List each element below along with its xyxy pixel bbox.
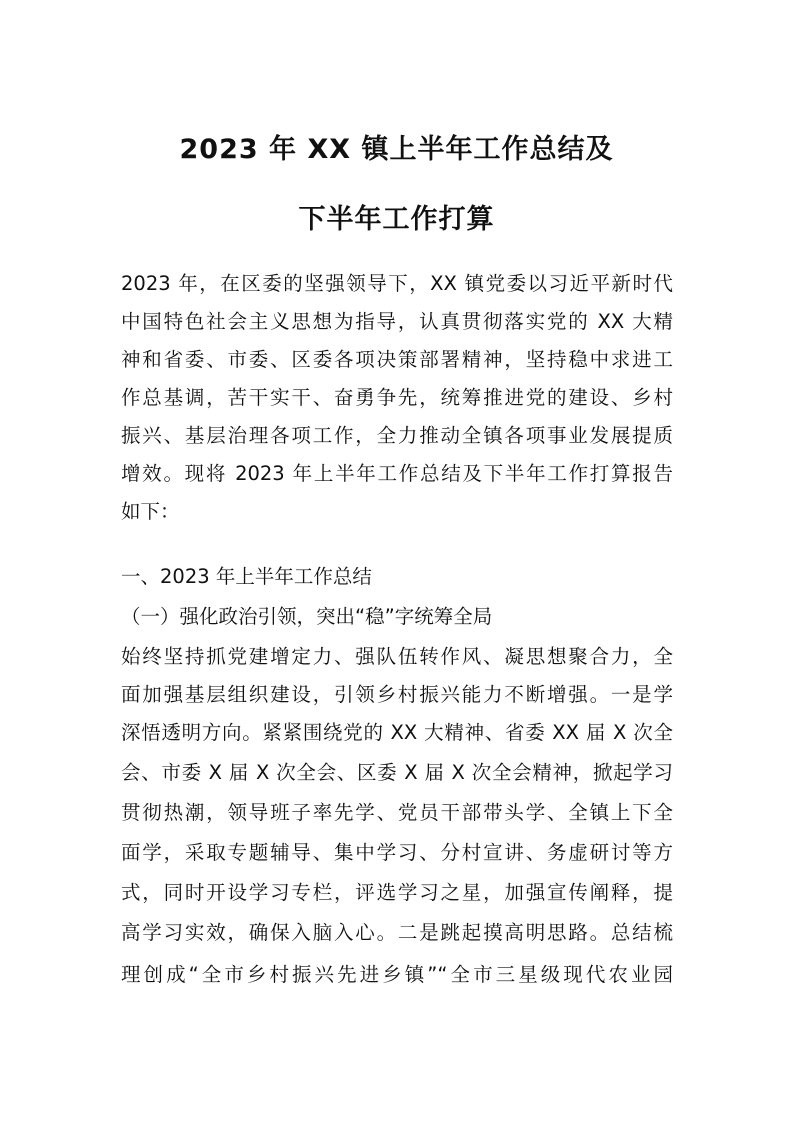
document-title-line-1: 2023 年 XX 镇上半年工作总结及 (179, 134, 614, 165)
body-line-8: 高学习实效，确保入脑入心。二是跳起摸高明思路。总结梳 (121, 921, 673, 944)
intro-line-5: 振兴、基层治理各项工作，全力推动全镇各项事业发展提质 (121, 424, 673, 447)
intro-line-1: 2023 年，在区委的坚强领导下，XX 镇党委以习近平新时代 (121, 272, 673, 295)
body-line-9: 理创成“全市乡村振兴先进乡镇”“全市三星级现代农业园 (121, 963, 673, 986)
document-title-line-2: 下半年工作打算 (298, 204, 495, 235)
intro-line-2: 中国特色社会主义思想为指导，认真贯彻落实党的 XX 大精 (121, 310, 673, 333)
body-line-5: 贯彻热潮，领导班子率先学、党员干部带头学、全镇上下全 (121, 801, 673, 824)
intro-line-4: 作总基调，苦干实干、奋勇争先，统筹推进党的建设、乡村 (121, 386, 673, 409)
body-line-6: 面学，采取专题辅导、集中学习、分村宣讲、务虚研讨等方 (121, 841, 673, 864)
subsection-heading: （一）强化政治引领，突出“稳”字统筹全局 (121, 605, 493, 628)
body-line-4: 会、市委 X 届 X 次全会、区委 X 届 X 次全会精神，掀起学习 (121, 761, 673, 784)
intro-line-3: 神和省委、市委、区委各项决策部署精神，坚持稳中求进工 (121, 348, 673, 371)
intro-line-6: 增效。现将 2023 年上半年工作总结及下半年工作打算报告 (121, 462, 673, 485)
body-line-1: 始终坚持抓党建增定力、强队伍转作风、凝思想聚合力，全 (121, 645, 673, 668)
intro-line-7: 如下： (121, 500, 180, 523)
body-line-2: 面加强基层组织建设，引领乡村振兴能力不断增强。一是学 (121, 683, 673, 706)
body-line-7: 式，同时开设学习专栏，评选学习之星，加强宣传阐释，提 (121, 881, 673, 904)
body-line-3: 深悟透明方向。紧紧围绕党的 XX 大精神、省委 XX 届 X 次全 (121, 721, 673, 744)
section-heading: 一、2023 年上半年工作总结 (121, 565, 372, 588)
